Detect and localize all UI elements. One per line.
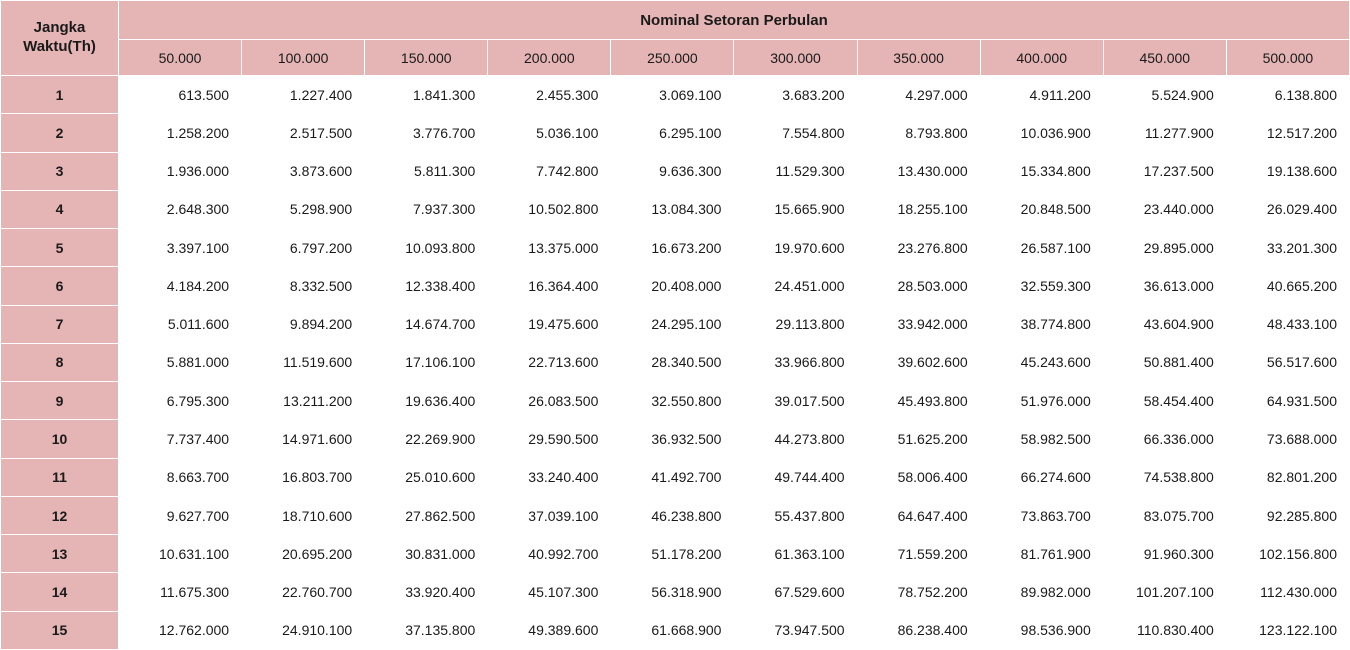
table-cell-value: 64.931.500 bbox=[1226, 382, 1349, 420]
table-row bbox=[1, 458, 1350, 496]
table-cell-value: 49.744.400 bbox=[734, 458, 857, 496]
table-cell-value: 67.529.600 bbox=[734, 573, 857, 611]
column-header: 300.000 bbox=[734, 40, 857, 76]
table-cell-value: 11.675.300 bbox=[119, 573, 242, 611]
table-cell-value: 37.039.100 bbox=[488, 496, 611, 534]
table-cell-value: 48.433.100 bbox=[1226, 305, 1349, 343]
table-cell-value: 19.138.600 bbox=[1226, 152, 1349, 190]
table-cell-value: 83.075.700 bbox=[1103, 496, 1226, 534]
table-cell-value: 17.237.500 bbox=[1103, 152, 1226, 190]
table-cell-value: 10.502.800 bbox=[488, 190, 611, 228]
table-cell-value: 24.295.100 bbox=[611, 305, 734, 343]
table-cell-value: 101.207.100 bbox=[1103, 573, 1226, 611]
row-header-term: 7 bbox=[1, 305, 119, 343]
table-row bbox=[1, 190, 1350, 228]
table-row bbox=[1, 229, 1350, 267]
table-cell-value: 12.517.200 bbox=[1226, 114, 1349, 152]
column-header: 350.000 bbox=[857, 40, 980, 76]
table-cell-value: 9.627.700 bbox=[119, 496, 242, 534]
table-cell-value: 123.122.100 bbox=[1226, 611, 1349, 649]
table-cell-value: 26.083.500 bbox=[488, 382, 611, 420]
table-cell-value: 10.036.900 bbox=[980, 114, 1103, 152]
table-cell-value: 29.113.800 bbox=[734, 305, 857, 343]
table-cell-value: 73.688.000 bbox=[1226, 420, 1349, 458]
table-cell-value: 1.936.000 bbox=[119, 152, 242, 190]
table-cell-value: 25.010.600 bbox=[365, 458, 488, 496]
table-cell-value: 4.297.000 bbox=[857, 76, 980, 114]
row-header-term: 12 bbox=[1, 496, 119, 534]
table-cell-value: 7.937.300 bbox=[365, 190, 488, 228]
table-cell-value: 5.524.900 bbox=[1103, 76, 1226, 114]
table-cell-value: 110.830.400 bbox=[1103, 611, 1226, 649]
table-cell-value: 9.894.200 bbox=[242, 305, 365, 343]
row-header-term: 6 bbox=[1, 267, 119, 305]
row-header-term: 15 bbox=[1, 611, 119, 649]
table-cell-value: 43.604.900 bbox=[1103, 305, 1226, 343]
row-header-term: 8 bbox=[1, 343, 119, 381]
row-header-term: 2 bbox=[1, 114, 119, 152]
table-cell-value: 51.625.200 bbox=[857, 420, 980, 458]
table-cell-value: 5.298.900 bbox=[242, 190, 365, 228]
table-cell-value: 39.017.500 bbox=[734, 382, 857, 420]
table-cell-value: 13.211.200 bbox=[242, 382, 365, 420]
table-cell-value: 5.881.000 bbox=[119, 343, 242, 381]
table-cell-value: 7.737.400 bbox=[119, 420, 242, 458]
table-body bbox=[1, 76, 1350, 650]
table-cell-value: 15.334.800 bbox=[980, 152, 1103, 190]
table-cell-value: 40.665.200 bbox=[1226, 267, 1349, 305]
table-cell-value: 16.673.200 bbox=[611, 229, 734, 267]
table-cell-value: 66.336.000 bbox=[1103, 420, 1226, 458]
table-row bbox=[1, 496, 1350, 534]
table-cell-value: 6.795.300 bbox=[119, 382, 242, 420]
table-row bbox=[1, 305, 1350, 343]
table-cell-value: 33.966.800 bbox=[734, 343, 857, 381]
table-cell-value: 12.338.400 bbox=[365, 267, 488, 305]
table-cell-value: 61.668.900 bbox=[611, 611, 734, 649]
table-row bbox=[1, 573, 1350, 611]
column-header: 500.000 bbox=[1226, 40, 1349, 76]
table-row bbox=[1, 76, 1350, 114]
table-cell-value: 5.011.600 bbox=[119, 305, 242, 343]
table-cell-value: 82.801.200 bbox=[1226, 458, 1349, 496]
table-cell-value: 19.475.600 bbox=[488, 305, 611, 343]
table-cell-value: 3.776.700 bbox=[365, 114, 488, 152]
table-cell-value: 92.285.800 bbox=[1226, 496, 1349, 534]
table-cell-value: 28.340.500 bbox=[611, 343, 734, 381]
table-cell-value: 45.493.800 bbox=[857, 382, 980, 420]
table-cell-value: 14.674.700 bbox=[365, 305, 488, 343]
table-cell-value: 13.084.300 bbox=[611, 190, 734, 228]
table-cell-value: 58.982.500 bbox=[980, 420, 1103, 458]
table-cell-value: 89.982.000 bbox=[980, 573, 1103, 611]
table-cell-value: 73.863.700 bbox=[980, 496, 1103, 534]
table-cell-value: 29.590.500 bbox=[488, 420, 611, 458]
column-header: 250.000 bbox=[611, 40, 734, 76]
table-cell-value: 73.947.500 bbox=[734, 611, 857, 649]
table-cell-value: 3.397.100 bbox=[119, 229, 242, 267]
table-cell-value: 1.258.200 bbox=[119, 114, 242, 152]
table-cell-value: 26.587.100 bbox=[980, 229, 1103, 267]
table-cell-value: 20.848.500 bbox=[980, 190, 1103, 228]
row-header-term: 1 bbox=[1, 76, 119, 114]
table-cell-value: 38.774.800 bbox=[980, 305, 1103, 343]
table-cell-value: 58.454.400 bbox=[1103, 382, 1226, 420]
table-cell-value: 3.873.600 bbox=[242, 152, 365, 190]
row-header-term: 5 bbox=[1, 229, 119, 267]
column-header: 150.000 bbox=[365, 40, 488, 76]
table-cell-value: 81.761.900 bbox=[980, 535, 1103, 573]
table-cell-value: 12.762.000 bbox=[119, 611, 242, 649]
row-header-term: 13 bbox=[1, 535, 119, 573]
table-cell-value: 18.710.600 bbox=[242, 496, 365, 534]
column-header: 450.000 bbox=[1103, 40, 1226, 76]
table-cell-value: 33.920.400 bbox=[365, 573, 488, 611]
table-cell-value: 36.932.500 bbox=[611, 420, 734, 458]
table-cell-value: 40.992.700 bbox=[488, 535, 611, 573]
table-cell-value: 20.695.200 bbox=[242, 535, 365, 573]
table-cell-value: 22.269.900 bbox=[365, 420, 488, 458]
table-cell-value: 86.238.400 bbox=[857, 611, 980, 649]
table-cell-value: 46.238.800 bbox=[611, 496, 734, 534]
row-header-term: 4 bbox=[1, 190, 119, 228]
table-cell-value: 51.976.000 bbox=[980, 382, 1103, 420]
table-row bbox=[1, 382, 1350, 420]
table-cell-value: 7.554.800 bbox=[734, 114, 857, 152]
table-cell-value: 28.503.000 bbox=[857, 267, 980, 305]
table-cell-value: 14.971.600 bbox=[242, 420, 365, 458]
table-cell-value: 49.389.600 bbox=[488, 611, 611, 649]
table-cell-value: 1.227.400 bbox=[242, 76, 365, 114]
table-cell-value: 613.500 bbox=[119, 76, 242, 114]
column-header: 50.000 bbox=[119, 40, 242, 76]
row-header-term: 11 bbox=[1, 458, 119, 496]
table-cell-value: 51.178.200 bbox=[611, 535, 734, 573]
table-cell-value: 32.559.300 bbox=[980, 267, 1103, 305]
table-cell-value: 91.960.300 bbox=[1103, 535, 1226, 573]
table-cell-value: 78.752.200 bbox=[857, 573, 980, 611]
table-row bbox=[1, 420, 1350, 458]
column-header: 400.000 bbox=[980, 40, 1103, 76]
table-cell-value: 45.243.600 bbox=[980, 343, 1103, 381]
table-row bbox=[1, 343, 1350, 381]
table-cell-value: 11.277.900 bbox=[1103, 114, 1226, 152]
table-cell-value: 13.375.000 bbox=[488, 229, 611, 267]
table-cell-value: 33.240.400 bbox=[488, 458, 611, 496]
table-cell-value: 29.895.000 bbox=[1103, 229, 1226, 267]
table-cell-value: 112.430.000 bbox=[1226, 573, 1349, 611]
table-cell-value: 6.295.100 bbox=[611, 114, 734, 152]
table-cell-value: 6.138.800 bbox=[1226, 76, 1349, 114]
table-cell-value: 13.430.000 bbox=[857, 152, 980, 190]
table-cell-value: 56.318.900 bbox=[611, 573, 734, 611]
table-cell-value: 9.636.300 bbox=[611, 152, 734, 190]
table-cell-value: 6.797.200 bbox=[242, 229, 365, 267]
table-cell-value: 37.135.800 bbox=[365, 611, 488, 649]
table-cell-value: 8.793.800 bbox=[857, 114, 980, 152]
table-cell-value: 5.036.100 bbox=[488, 114, 611, 152]
table-cell-value: 20.408.000 bbox=[611, 267, 734, 305]
table-cell-value: 2.455.300 bbox=[488, 76, 611, 114]
table-cell-value: 4.184.200 bbox=[119, 267, 242, 305]
table-cell-value: 27.862.500 bbox=[365, 496, 488, 534]
table-cell-value: 32.550.800 bbox=[611, 382, 734, 420]
table-cell-value: 16.803.700 bbox=[242, 458, 365, 496]
table-cell-value: 4.911.200 bbox=[980, 76, 1103, 114]
table-cell-value: 23.276.800 bbox=[857, 229, 980, 267]
table-cell-value: 45.107.300 bbox=[488, 573, 611, 611]
table-cell-value: 24.910.100 bbox=[242, 611, 365, 649]
column-header: 100.000 bbox=[242, 40, 365, 76]
table-cell-value: 5.811.300 bbox=[365, 152, 488, 190]
table-row bbox=[1, 535, 1350, 573]
table-head bbox=[1, 1, 1350, 76]
table-cell-value: 102.156.800 bbox=[1226, 535, 1349, 573]
table-cell-value: 39.602.600 bbox=[857, 343, 980, 381]
table-cell-value: 2.648.300 bbox=[119, 190, 242, 228]
table-row bbox=[1, 114, 1350, 152]
table-cell-value: 19.636.400 bbox=[365, 382, 488, 420]
table-header-row-columns bbox=[1, 40, 1350, 76]
table-cell-value: 71.559.200 bbox=[857, 535, 980, 573]
table-cell-value: 23.440.000 bbox=[1103, 190, 1226, 228]
table-header-row-top bbox=[1, 1, 1350, 40]
row-header-term: 3 bbox=[1, 152, 119, 190]
table-cell-value: 3.683.200 bbox=[734, 76, 857, 114]
table-cell-value: 22.760.700 bbox=[242, 573, 365, 611]
table-cell-value: 33.201.300 bbox=[1226, 229, 1349, 267]
column-header: 200.000 bbox=[488, 40, 611, 76]
row-header-term: 14 bbox=[1, 573, 119, 611]
row-header-term: 9 bbox=[1, 382, 119, 420]
table-cell-value: 10.631.100 bbox=[119, 535, 242, 573]
table-cell-value: 8.332.500 bbox=[242, 267, 365, 305]
table-cell-value: 64.647.400 bbox=[857, 496, 980, 534]
table-cell-value: 33.942.000 bbox=[857, 305, 980, 343]
table-cell-value: 10.093.800 bbox=[365, 229, 488, 267]
table-row bbox=[1, 152, 1350, 190]
table-cell-value: 24.451.000 bbox=[734, 267, 857, 305]
table-cell-value: 7.742.800 bbox=[488, 152, 611, 190]
table-cell-value: 3.069.100 bbox=[611, 76, 734, 114]
table-cell-value: 61.363.100 bbox=[734, 535, 857, 573]
table-cell-value: 58.006.400 bbox=[857, 458, 980, 496]
table-cell-value: 1.841.300 bbox=[365, 76, 488, 114]
table-cell-value: 66.274.600 bbox=[980, 458, 1103, 496]
table-cell-value: 16.364.400 bbox=[488, 267, 611, 305]
table-row bbox=[1, 267, 1350, 305]
table-cell-value: 26.029.400 bbox=[1226, 190, 1349, 228]
table-cell-value: 11.529.300 bbox=[734, 152, 857, 190]
group-header-nominal: Nominal Setoran Perbulan bbox=[119, 1, 1350, 40]
table-cell-value: 36.613.000 bbox=[1103, 267, 1226, 305]
table-row bbox=[1, 611, 1350, 649]
table-cell-value: 8.663.700 bbox=[119, 458, 242, 496]
table-cell-value: 18.255.100 bbox=[857, 190, 980, 228]
row-header-label: Jangka Waktu(Th) bbox=[1, 1, 119, 76]
table-cell-value: 17.106.100 bbox=[365, 343, 488, 381]
table-cell-value: 98.536.900 bbox=[980, 611, 1103, 649]
table-cell-value: 50.881.400 bbox=[1103, 343, 1226, 381]
table-cell-value: 56.517.600 bbox=[1226, 343, 1349, 381]
table-cell-value: 22.713.600 bbox=[488, 343, 611, 381]
table-cell-value: 74.538.800 bbox=[1103, 458, 1226, 496]
table-cell-value: 44.273.800 bbox=[734, 420, 857, 458]
table-cell-value: 15.665.900 bbox=[734, 190, 857, 228]
table-cell-value: 55.437.800 bbox=[734, 496, 857, 534]
row-header-term: 10 bbox=[1, 420, 119, 458]
table-cell-value: 19.970.600 bbox=[734, 229, 857, 267]
table-cell-value: 2.517.500 bbox=[242, 114, 365, 152]
table-cell-value: 30.831.000 bbox=[365, 535, 488, 573]
table-cell-value: 11.519.600 bbox=[242, 343, 365, 381]
table-cell-value: 41.492.700 bbox=[611, 458, 734, 496]
